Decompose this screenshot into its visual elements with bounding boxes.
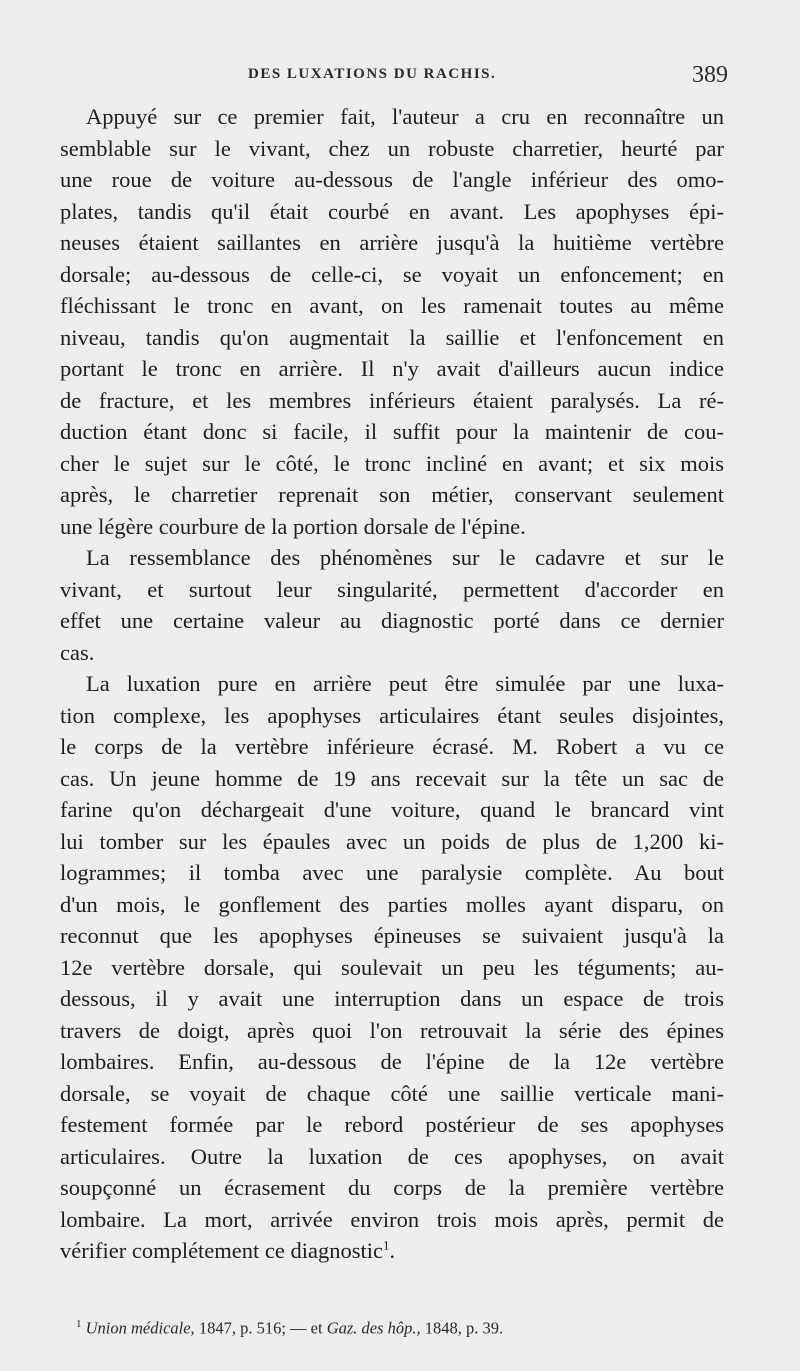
text-line: lui tomber sur les épaules avec un poids de plus de 1,200 ki- [60, 828, 724, 854]
footnote-marker: 1 [76, 1318, 82, 1330]
text-line: lombaire. La mort, arrivée environ trois mois après, permit de [60, 1206, 724, 1232]
running-head: DES LUXATIONS DU RACHIS. [248, 66, 497, 82]
text-line: d'un mois, le gonflement des parties molles ayant disparu, on [60, 891, 724, 917]
text-line: La ressemblance des phénomènes sur le cadavre et sur le [86, 545, 724, 570]
body-text [60, 101, 724, 1267]
text-line: cas. Un jeune homme de 19 ans recevait sur la tête un sac de [60, 765, 724, 791]
text-line: dorsale, se voyait de chaque côté une saillie verticale mani- [60, 1080, 724, 1106]
text-line: dorsale; au-dessous de celle-ci, se voyait un enfoncement; en [60, 261, 724, 287]
text-line: La luxation pure en arrière peut être simulée par une luxa- [86, 671, 724, 696]
text-line: Appuyé sur ce premier fait, l'auteur a cru en reconnaître un [86, 104, 724, 129]
footnote-journal: Gaz. des hôp., [326, 1318, 421, 1338]
text-line: logrammes; il tomba avec une paralysie complète. Au bout [60, 860, 724, 885]
text-line: articulaires. Outre la luxation de ces apophyses, on avait [60, 1143, 724, 1169]
footnote-reference: 1 [383, 1237, 390, 1253]
text-line: lombaires. Enfin, au-dessous de l'épine de la 12e vertèbre [60, 1049, 724, 1074]
text-line: travers de doigt, après quoi l'on retrouvait la série des épines [60, 1017, 724, 1043]
footnote-citation: 1848, p. 39. [420, 1318, 504, 1338]
text-line: semblable sur le vivant, chez un robuste charretier, heurté par [60, 135, 724, 161]
text-line: le corps de la vertèbre inférieure écrasé. M. Robert a vu ce [60, 734, 724, 759]
page-header [60, 60, 728, 96]
text-line: cas. [60, 639, 95, 665]
text-line: une roue de voiture au-dessous de l'angle inférieur des omo- [60, 167, 724, 192]
text-line: neuses étaient saillantes en arrière jusqu'à la huitième vertèbre [60, 230, 724, 255]
footnote-journal: Union médicale, [85, 1318, 195, 1338]
text-line: niveau, tandis qu'on augmentait la saillie et l'enfoncement en [60, 324, 724, 350]
text-line: une légère courbure de la portion dorsale de l'épine. [60, 513, 526, 539]
page-number: 389 [692, 62, 728, 88]
text-line-final: vérifier complétement ce diagnostic$^1$. [60, 1237, 396, 1263]
text-line: soupçonné un écrasement du corps de la première vertèbre [60, 1175, 724, 1200]
text-line: après, le charretier reprenait son métier, conservant seulement [60, 482, 724, 507]
text-line: portant le tronc en arrière. Il n'y avait d'ailleurs aucun indice [60, 356, 724, 381]
text-line: fléchissant le tronc en avant, on les ramenait toutes au même [60, 293, 724, 318]
text-line: tion complexe, les apophyses articulaires étant seules disjointes, [60, 702, 724, 728]
text-line: reconnut que les apophyses épineuses se suivaient jusqu'à la [60, 923, 724, 948]
text-line: de fracture, et les membres inférieurs étaient paralysés. La ré- [60, 387, 724, 413]
text-line: dessous, il y avait une interruption dans un espace de trois [60, 986, 724, 1011]
text-line: duction étant donc si facile, il suffit pour la maintenir de cou- [60, 419, 724, 444]
text-line: farine qu'on déchargeait d'une voiture, quand le brancard vint [60, 797, 724, 822]
footnote [76, 1318, 503, 1339]
text-line: festement formée par le rebord postérieur de ses apophyses [60, 1112, 724, 1137]
footnote-citation: 1847, p. 516; — et [194, 1318, 327, 1338]
text-line: cher le sujet sur le côté, le tronc incliné en avant; et six mois [60, 450, 724, 476]
text-line: 12e vertèbre dorsale, qui soulevait un peu les téguments; au- [60, 954, 724, 980]
text-line: vérifier complétement ce diagnostic [60, 1238, 383, 1263]
text-line: plates, tandis qu'il était courbé en avant. Les apophyses épi- [60, 198, 724, 224]
text-line: vivant, et surtout leur singularité, permettent d'accorder en [60, 576, 724, 602]
text-line: effet une certaine valeur au diagnostic porté dans ce dernier [60, 608, 724, 633]
